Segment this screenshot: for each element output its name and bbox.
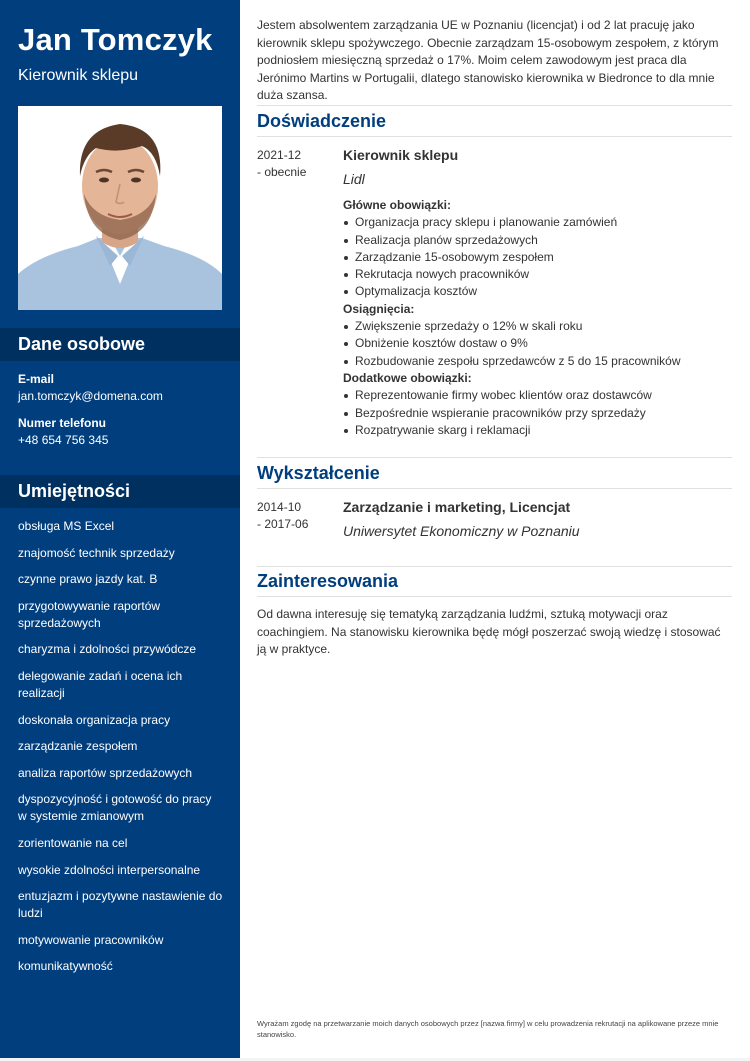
achievements-list <box>343 318 733 370</box>
skill-item: czynne prawo jazdy kat. B <box>18 572 158 587</box>
section-divider <box>257 488 732 489</box>
profile-photo <box>18 106 222 310</box>
additional-duties-list <box>343 387 733 439</box>
section-divider <box>257 105 732 106</box>
experience-date-end: - obecnie <box>257 165 307 179</box>
skill-item: znajomość technik sprzedaży <box>18 545 175 560</box>
duty-item: Zarządzanie 15-osobowym zespołem <box>343 249 733 266</box>
experience-company: Lidl <box>343 171 365 187</box>
additional-duty-item: Reprezentowanie firmy wobec klientów oraz dostawców <box>343 387 733 404</box>
skill-item: wysokie zdolności interpersonalne <box>18 862 201 877</box>
duties-list <box>343 214 733 300</box>
skill-item: dyspozycyjność i gotowość do pracy w systemie zmianowym <box>18 792 212 824</box>
experience-entry <box>343 145 733 439</box>
skill-item: analiza raportów sprzedażowych <box>18 765 193 780</box>
experience-date <box>257 147 327 181</box>
education-degree: Zarządzanie i marketing, Licencjat <box>343 499 571 515</box>
skill-item: charyzma i zdolności przywódcze <box>18 642 197 657</box>
skill-item: zorientowanie na cel <box>18 835 128 850</box>
achievement-item: Zwiększenie sprzedaży o 12% w skali roku <box>343 318 733 335</box>
skills-heading: Umiejętności <box>0 475 240 508</box>
duty-item: Rekrutacja nowych pracowników <box>343 266 733 283</box>
interests-heading: Zainteresowania <box>257 571 399 591</box>
skill-item: obsługa MS Excel <box>18 519 115 533</box>
achievements-label: Osiągnięcia: <box>343 301 415 316</box>
education-date <box>257 499 327 533</box>
gdpr-consent-clause: Wyrażam zgodę na przetwarzanie moich danych osobowych przez [nazwa firmy] w celu prowadzenia rekrutacji na aplikowane przeze mnie stanowisko. <box>257 1019 719 1039</box>
section-divider <box>257 457 732 458</box>
email-label: E-mail <box>18 372 55 386</box>
skill-item: zarządzanie zespołem <box>18 739 138 754</box>
experience-position: Kierownik sklepu <box>343 147 459 163</box>
duty-item: Organizacja pracy sklepu i planowanie zamówień <box>343 214 733 231</box>
skill-item: przygotowywanie raportów sprzedażowych <box>18 598 161 630</box>
section-divider <box>257 566 732 567</box>
achievement-item: Rozbudowanie zespołu sprzedawców z 5 do 15 pracowników <box>343 353 733 370</box>
experience-heading: Doświadczenie <box>257 111 387 131</box>
education-heading: Wykształcenie <box>257 463 380 483</box>
profile-summary: Jestem absolwentem zarządzania UE w Poznaniu (licencjat) i od 2 lat pracuję jako kierownik sklepu spożywczego. Obecnie zarządzam 15-osobowym zespołem, z którym podniosłem miesięczną sprzedaż o 17%. Moim celem zawodowym jest praca dla Jerónimo Martins w Portugalii, dlatego stanowisko kierownika w Biedronce to dla mnie duża szansa. <box>257 18 719 102</box>
skill-item: entuzjazm i pozytywne nastawienie do ludzi <box>18 889 223 921</box>
education-school: Uniwersytet Ekonomiczny w Poznaniu <box>343 523 580 539</box>
personal-data-heading: Dane osobowe <box>0 328 240 361</box>
additional-duty-item: Rozpatrywanie skarg i reklamacji <box>343 422 733 439</box>
duty-item: Optymalizacja kosztów <box>343 283 733 300</box>
achievement-item: Obniżenie kosztów dostaw o 9% <box>343 335 733 352</box>
candidate-name: Jan Tomczyk <box>18 22 213 57</box>
section-divider <box>257 596 732 597</box>
duties-label: Główne obowiązki: <box>343 198 452 212</box>
sidebar <box>0 0 240 1058</box>
section-divider <box>257 136 732 137</box>
education-date-end: - 2017-06 <box>257 517 309 531</box>
skill-item: delegowanie zadań i ocena ich realizacji <box>18 668 183 700</box>
additional-duty-item: Bezpośrednie wspieranie pracowników przy sprzedaży <box>343 405 733 422</box>
duty-item: Realizacja planów sprzedażowych <box>343 232 733 249</box>
experience-date-start: 2021-12 <box>257 148 302 162</box>
interests-text: Od dawna interesuję się tematyką zarządzania ludźmi, sztuką motywacji oraz coachingiem. Na stanowisku kierownika będę mógł poszerzać swoją wiedzę i stosować ją w praktyce. <box>257 607 721 656</box>
skill-item: komunikatywność <box>18 959 113 974</box>
candidate-job-title: Kierownik sklepu <box>18 67 139 84</box>
profile-photo-image <box>18 106 222 310</box>
additional-duties-label: Dodatkowe obowiązki: <box>343 370 472 385</box>
skill-item: motywowanie pracowników <box>18 932 164 947</box>
email-value[interactable]: jan.tomczyk@domena.com <box>18 389 163 403</box>
skills-list <box>18 518 223 985</box>
education-entry <box>343 497 733 541</box>
phone-label: Numer telefonu <box>18 416 107 430</box>
phone-value[interactable]: +48 654 756 345 <box>18 433 109 447</box>
skill-item: doskonała organizacja pracy <box>18 712 171 727</box>
education-date-start: 2014-10 <box>257 500 302 514</box>
